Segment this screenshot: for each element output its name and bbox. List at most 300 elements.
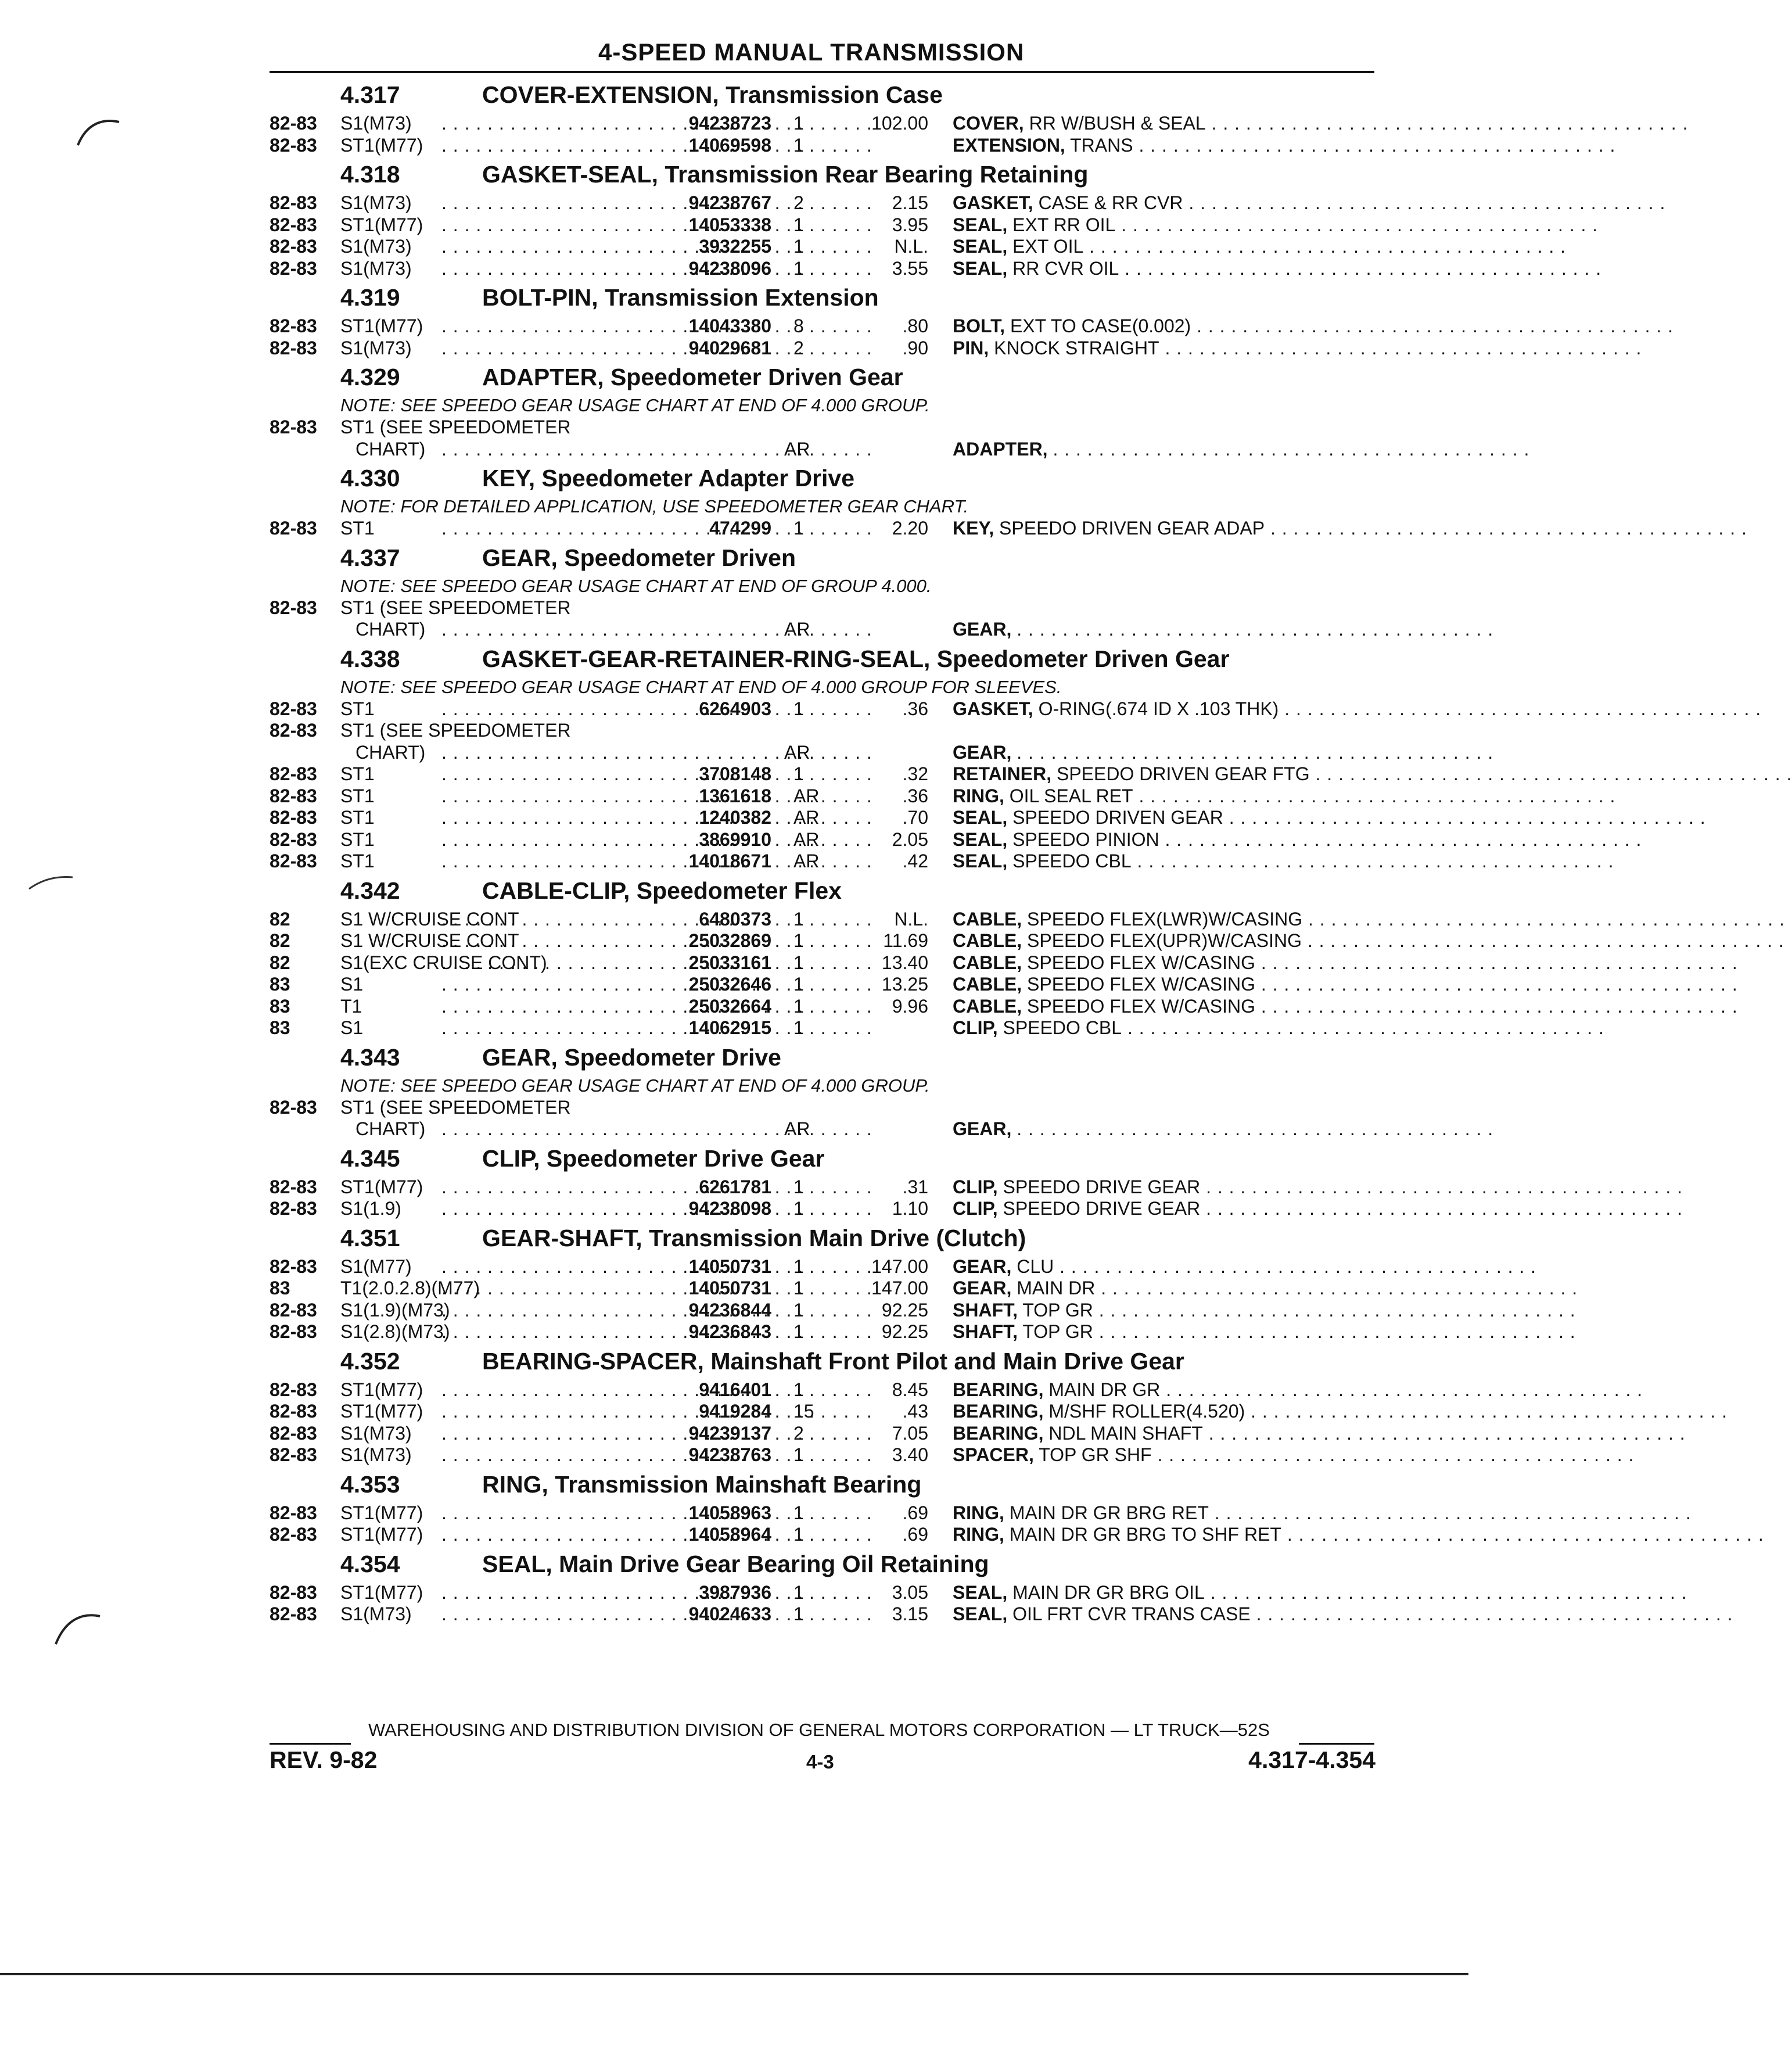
section-note: NOTE: FOR DETAILED APPLICATION, USE SPEEDOMETER GEAR CHART. <box>340 496 969 516</box>
model-year: 82-83 <box>270 807 317 828</box>
quantity: 1 <box>793 1524 804 1545</box>
quantity: 1 <box>793 1255 804 1277</box>
model-year: 82-83 <box>270 134 317 156</box>
description-noun: CLIP, <box>953 1198 998 1219</box>
leader-dots <box>441 439 651 460</box>
table-row <box>0 1299 1576 1321</box>
leader-dots <box>441 135 651 156</box>
leader-dots <box>441 742 651 763</box>
description-text: KNOCK STRAIGHT <box>994 337 1159 358</box>
model-year: 82-83 <box>270 337 317 358</box>
description-dots: . . . . . . . . . . . . . . . . . . . . . . . . . . . . . . . . . . . . . . . . . . <box>1053 438 1530 460</box>
description-noun: GEAR, <box>953 741 1012 763</box>
description-noun: CABLE, <box>953 995 1022 1017</box>
quantity: 1 <box>793 952 804 973</box>
description-dots: . . . . . . . . . . . . . . . . . . . . . . . . . . . . . . . . . . . . . . . . . . <box>1017 1118 1494 1139</box>
table-row <box>0 1255 1537 1277</box>
quantity: 1 <box>793 930 804 951</box>
part-number: 94238098 <box>688 1198 771 1219</box>
leader-dots <box>441 1444 651 1466</box>
table-row <box>0 828 1642 850</box>
revision-label: REV. 9-82 <box>270 1746 378 1773</box>
table-row <box>0 785 1616 806</box>
model-code: ST1 <box>340 518 375 539</box>
quantity: 2 <box>793 1422 804 1444</box>
section-title: RING, Transmission Mainshaft Bearing <box>482 1470 922 1498</box>
leader-dots <box>441 113 651 134</box>
description-dots: . . . . . . . . . . . . . . . . . . . . . . . . . . . . . . . . . . . . . . . . . . <box>1302 908 1785 930</box>
description <box>953 741 1494 763</box>
part-number: 94239137 <box>688 1422 771 1444</box>
description-noun: SEAL, <box>953 807 1008 828</box>
price: 102.00 <box>871 113 928 134</box>
description <box>953 1118 1494 1140</box>
quantity: 1 <box>793 1581 804 1603</box>
quantity: 1 <box>793 134 804 156</box>
table-row <box>0 807 1706 828</box>
quantity: AR <box>784 741 810 763</box>
leader-dots <box>441 236 651 257</box>
price: .43 <box>902 1401 928 1422</box>
table-row <box>0 518 1747 539</box>
description-text: CLU <box>1017 1255 1054 1277</box>
price: .69 <box>902 1502 928 1523</box>
description-text: EXT RR OIL <box>1012 214 1116 235</box>
description-text: SPEEDO DRIVEN GEAR FTG <box>1056 763 1310 784</box>
description <box>953 113 1689 134</box>
model-code: ST1(M77) <box>340 214 423 235</box>
model-year: 82 <box>270 908 290 930</box>
model-code: S1(M73) <box>340 236 412 257</box>
table-row <box>0 1401 1728 1422</box>
model-year: 82-83 <box>270 828 317 850</box>
section-number: 4.338 <box>340 645 400 672</box>
description-noun: GEAR, <box>953 619 1012 640</box>
price: 3.05 <box>892 1581 928 1603</box>
description-noun: SEAL, <box>953 1603 1008 1624</box>
leader-dots <box>441 518 651 539</box>
part-number: 94236843 <box>688 1321 771 1342</box>
description <box>953 315 1674 337</box>
table-row <box>0 1444 1635 1465</box>
price: 11.69 <box>883 930 928 951</box>
price: 13.25 <box>881 974 928 995</box>
leader-dots <box>441 1423 651 1444</box>
description <box>953 192 1666 214</box>
table-row <box>0 1278 1578 1298</box>
description <box>953 952 1738 974</box>
part-number: 14062915 <box>688 1017 771 1038</box>
table-row <box>0 1502 1692 1523</box>
description-dots: . . . . . . . . . . . . . . . . . . . . . . . . . . . . . . . . . . . . . . . . . . <box>1017 741 1494 763</box>
description <box>953 851 1614 872</box>
leader-dots <box>441 909 651 930</box>
section-number: 4.342 <box>340 877 400 904</box>
model-code: S1 <box>340 974 364 995</box>
description-text: MAIN DR <box>1017 1278 1096 1298</box>
price: 3.15 <box>892 1603 928 1624</box>
description-dots: . . . . . . . . . . . . . . . . . . . . . . . . . . . . . . . . . . . . . . . . . . <box>1200 1176 1683 1197</box>
description-dots: . . . . . . . . . . . . . . . . . . . . . . . . . . . . . . . . . . . . . . . . . . <box>1151 1444 1635 1465</box>
description <box>953 995 1738 1017</box>
leader-dots <box>441 315 651 337</box>
table-row <box>0 1581 1687 1603</box>
leader-dots <box>441 996 651 1017</box>
model-code: ST1(M77) <box>340 1379 423 1400</box>
description-dots: . . . . . . . . . . . . . . . . . . . . . . . . . . . . . . . . . . . . . . . . . . <box>1115 214 1599 235</box>
model-code: ST1(M77) <box>340 1176 423 1197</box>
footer-publisher: WAREHOUSING AND DISTRIBUTION DIVISION OF GENERAL MOTORS CORPORATION — LT TRUCK—52S <box>368 1720 1270 1740</box>
model-code: S1(M73) <box>340 1422 412 1444</box>
section-number: 4.343 <box>340 1043 400 1071</box>
description-text: EXT OIL <box>1012 236 1084 257</box>
price: .36 <box>902 785 928 806</box>
model-code: S1(M77) <box>340 1255 412 1277</box>
description-noun: GEAR, <box>953 1255 1012 1277</box>
part-number: 6480373 <box>699 908 771 930</box>
model-code: T1(2.0.2.8)(M77) <box>340 1278 480 1298</box>
price: .36 <box>902 698 928 719</box>
description-dots: . . . . . . . . . . . . . . . . . . . . . . . . . . . . . . . . . . . . . . . . . . <box>1223 807 1706 828</box>
description-text: TRANS <box>1070 134 1133 156</box>
part-number: 25032664 <box>688 995 771 1017</box>
price: .80 <box>902 315 928 336</box>
model-code: S1(M73) <box>340 337 412 358</box>
description-dots: . . . . . . . . . . . . . . . . . . . . . . . . . . . . . . . . . . . . . . . . . . <box>1083 236 1567 257</box>
leader-dots <box>441 338 651 359</box>
description-dots: . . . . . . . . . . . . . . . . . . . . . . . . . . . . . . . . . . . . . . . . . . <box>1017 619 1494 640</box>
part-number: 94024633 <box>688 1603 771 1624</box>
description <box>953 1603 1733 1625</box>
description-text: OIL FRT CVR TRANS CASE <box>1012 1603 1251 1624</box>
description-dots: . . . . . . . . . . . . . . . . . . . . . . . . . . . . . . . . . . . . . . . . . . <box>1093 1299 1576 1321</box>
description <box>953 828 1642 851</box>
section-number: 4.329 <box>340 364 400 390</box>
leader-dots <box>441 1524 651 1545</box>
model-code: ST1(M77) <box>340 1581 423 1603</box>
footer-rule-left <box>270 1743 351 1745</box>
description <box>953 763 1792 785</box>
leader-dots <box>441 930 651 952</box>
description-dots: . . . . . . . . . . . . . . . . . . . . . . . . . . . . . . . . . . . . . . . . . . <box>1093 1321 1576 1342</box>
description-text: SPEEDO DRIVE GEAR <box>1003 1198 1201 1219</box>
description-dots: . . . . . . . . . . . . . . . . . . . . . . . . . . . . . . . . . . . . . . . . . . <box>1281 1524 1764 1545</box>
model-code: ST1 (SEE SPEEDOMETER <box>340 720 571 741</box>
model-year: 82-83 <box>270 113 317 134</box>
model-year: 82-83 <box>270 1581 317 1603</box>
model-code: S1(EXC CRUISE CONT) <box>340 952 547 973</box>
table-row <box>0 1422 1686 1444</box>
description-text: MAIN DR GR BRG OIL <box>1012 1581 1205 1603</box>
model-code: ST1(M77) <box>340 1401 423 1422</box>
leader-dots <box>441 974 651 995</box>
price: 2.05 <box>892 828 928 850</box>
part-number: 14043380 <box>688 315 771 336</box>
part-number: 474299 <box>709 518 771 539</box>
description-noun: BEARING, <box>953 1401 1044 1422</box>
quantity: 1 <box>793 698 804 719</box>
quantity: 1 <box>793 113 804 134</box>
description <box>953 807 1706 828</box>
quantity: AR <box>784 1118 810 1139</box>
description <box>953 1278 1578 1299</box>
model-year: 82 <box>270 930 290 951</box>
description-text: MAIN DR GR <box>1048 1379 1161 1400</box>
section-title: SEAL, Main Drive Gear Bearing Oil Retaining <box>482 1550 989 1577</box>
description-text: O-RING(.674 ID X .103 THK) <box>1038 698 1279 719</box>
leader-dots <box>441 1118 651 1140</box>
leader-dots <box>441 807 651 828</box>
description-dots: . . . . . . . . . . . . . . . . . . . . . . . . . . . . . . . . . . . . . . . . . . <box>1095 1278 1578 1298</box>
model-code: ST1 <box>340 851 375 871</box>
description-text: SPEEDO FLEX W/CASING <box>1027 952 1255 973</box>
leader-dots <box>441 851 651 872</box>
description-text: M/SHF ROLLER(4.520) <box>1048 1401 1245 1422</box>
price: .31 <box>902 1176 928 1197</box>
description <box>953 1502 1692 1524</box>
table-row <box>0 952 1738 973</box>
section-note: NOTE: SEE SPEEDO GEAR USAGE CHART AT END OF GROUP 4.000. <box>340 575 932 596</box>
description-text: SPEEDO DRIVEN GEAR ADAP <box>999 518 1265 539</box>
table-row <box>0 192 1666 213</box>
description-dots: . . . . . . . . . . . . . . . . . . . . . . . . . . . . . . . . . . . . . . . . . . <box>1208 1502 1692 1523</box>
price: 147.00 <box>871 1278 928 1298</box>
model-year: 82-83 <box>270 1401 317 1422</box>
model-code: ST1 <box>340 763 375 784</box>
description-text: SPEEDO FLEX(UPR)W/CASING <box>1027 930 1302 951</box>
leader-dots <box>441 258 651 279</box>
section-note: NOTE: SEE SPEEDO GEAR USAGE CHART AT END OF 4.000 GROUP FOR SLEEVES. <box>340 676 1062 697</box>
leader-dots <box>441 1198 651 1219</box>
quantity: 1 <box>793 236 804 257</box>
description-dots: . . . . . . . . . . . . . . . . . . . . . . . . . . . . . . . . . . . . . . . . . . <box>1279 698 1762 719</box>
description-text: SPEEDO CBL <box>1003 1017 1122 1038</box>
section-title: COVER-EXTENSION, Transmission Case <box>482 81 943 108</box>
leader-dots <box>441 1401 651 1422</box>
description-dots: . . . . . . . . . . . . . . . . . . . . . . . . . . . . . . . . . . . . . . . . . . <box>1265 518 1747 539</box>
description-noun: SEAL, <box>953 257 1008 279</box>
leader-dots <box>441 1017 651 1039</box>
description <box>953 1017 1604 1039</box>
quantity: 1 <box>793 1299 804 1321</box>
table-row <box>0 134 1616 156</box>
description-noun: SEAL, <box>953 1581 1008 1603</box>
model-code: S1(M73) <box>340 113 412 134</box>
description-text: SPEEDO FLEX W/CASING <box>1027 995 1255 1017</box>
quantity: 1 <box>793 518 804 539</box>
section-title: BOLT-PIN, Transmission Extension <box>482 284 879 311</box>
part-number: 3869910 <box>699 828 771 850</box>
description-dots: . . . . . . . . . . . . . . . . . . . . . . . . . . . . . . . . . . . . . . . . . . <box>1122 1017 1604 1038</box>
table-row <box>0 337 1642 358</box>
part-number: 14050731 <box>688 1278 771 1298</box>
model-code: ST1 <box>340 807 375 828</box>
description-noun: ADAPTER, <box>953 438 1048 460</box>
description-noun: SEAL, <box>953 851 1008 871</box>
model-year: 83 <box>270 1278 290 1298</box>
model-year: 82-83 <box>270 597 317 618</box>
description-text: RR W/BUSH & SEAL <box>1029 113 1206 134</box>
model-year: 82-83 <box>270 698 317 719</box>
description-text: SPEEDO DRIVE GEAR <box>1003 1176 1201 1197</box>
description <box>953 1255 1537 1278</box>
model-code-continued: CHART) <box>355 619 426 640</box>
description <box>953 930 1784 952</box>
description <box>953 438 1530 460</box>
description-text: SPEEDO CBL <box>1012 851 1132 871</box>
quantity: 1 <box>793 214 804 235</box>
leader-dots <box>441 698 651 720</box>
section-number: 4.317 <box>340 81 400 108</box>
part-number: 14058963 <box>688 1502 771 1523</box>
model-year: 82-83 <box>270 518 317 539</box>
part-number: 25032869 <box>688 930 771 951</box>
description-dots: . . . . . . . . . . . . . . . . . . . . . . . . . . . . . . . . . . . . . . . . . . <box>1202 1422 1686 1444</box>
section-number: 4.318 <box>340 161 400 188</box>
table-row-continuation <box>0 741 1494 763</box>
margin-mark-1 <box>70 110 122 174</box>
description-noun: RING, <box>953 1502 1004 1523</box>
description <box>953 1444 1635 1466</box>
quantity: 1 <box>793 974 804 995</box>
description-dots: . . . . . . . . . . . . . . . . . . . . . . . . . . . . . . . . . . . . . . . . . . <box>1205 113 1689 134</box>
table-row <box>0 597 1468 618</box>
leader-dots <box>441 192 651 214</box>
description <box>953 337 1642 359</box>
description <box>953 236 1567 257</box>
description-dots: . . . . . . . . . . . . . . . . . . . . . . . . . . . . . . . . . . . . . . . . . . <box>1301 930 1784 951</box>
quantity: 1 <box>793 257 804 279</box>
model-code: ST1(M77) <box>340 1502 423 1523</box>
section-title: GEAR, Speedometer Drive <box>482 1043 781 1071</box>
part-number: 3987936 <box>699 1581 771 1603</box>
quantity: AR <box>784 619 810 640</box>
description-text: TOP GR <box>1022 1299 1093 1321</box>
description-dots: . . . . . . . . . . . . . . . . . . . . . . . . . . . . . . . . . . . . . . . . . . <box>1245 1401 1728 1422</box>
model-year: 82-83 <box>270 1524 317 1545</box>
quantity: 8 <box>793 315 804 336</box>
model-code: T1 <box>340 995 362 1017</box>
table-row <box>0 1524 1764 1545</box>
table-row <box>0 1379 1643 1400</box>
description-noun: RETAINER, <box>953 763 1052 784</box>
section-note: NOTE: SEE SPEEDO GEAR USAGE CHART AT END OF 4.000 GROUP. <box>340 1075 930 1096</box>
section-title: KEY, Speedometer Adapter Drive <box>482 465 855 491</box>
section-number: 4.351 <box>340 1224 400 1251</box>
model-code: S1 W/CRUISE CONT <box>340 930 519 951</box>
section-number: 4.352 <box>340 1347 400 1375</box>
section-title: GEAR-SHAFT, Transmission Main Drive (Clutch) <box>482 1224 1026 1251</box>
margin-mark-3 <box>46 1603 105 1662</box>
description-text: TOP GR SHF <box>1039 1444 1152 1465</box>
description-noun: COVER, <box>953 113 1024 134</box>
model-code: ST1(M77) <box>340 134 423 156</box>
model-code: S1 <box>340 1017 364 1038</box>
quantity: 1 <box>793 1379 804 1400</box>
description-dots: . . . . . . . . . . . . . . . . . . . . . . . . . . . . . . . . . . . . . . . . . . <box>1255 995 1738 1017</box>
description-dots: . . . . . . . . . . . . . . . . . . . . . . . . . . . . . . . . . . . . . . . . . . <box>1255 974 1738 995</box>
part-number: 25032646 <box>688 974 771 995</box>
leader-dots <box>441 1603 651 1625</box>
footer-rule-right <box>1299 1743 1374 1745</box>
table-row <box>0 1321 1576 1342</box>
model-year: 82-83 <box>270 1299 317 1321</box>
quantity: 15 <box>793 1401 814 1422</box>
description-dots: . . . . . . . . . . . . . . . . . . . . . . . . . . . . . . . . . . . . . . . . . . <box>1159 337 1642 358</box>
description <box>953 1401 1728 1422</box>
description <box>953 619 1494 640</box>
table-row <box>0 974 1738 995</box>
page-number: 4-3 <box>806 1751 834 1773</box>
description <box>953 974 1738 995</box>
price: .70 <box>902 807 928 828</box>
description-dots: . . . . . . . . . . . . . . . . . . . . . . . . . . . . . . . . . . . . . . . . . . <box>1183 192 1666 213</box>
table-row <box>0 113 1689 134</box>
price: 92.25 <box>881 1321 928 1342</box>
section-title: GASKET-GEAR-RETAINER-RING-SEAL, Speedometer Driven Gear <box>482 645 1230 672</box>
description <box>953 1176 1683 1198</box>
quantity: 1 <box>793 1198 804 1219</box>
price: 7.05 <box>892 1422 928 1444</box>
table-row <box>0 930 1784 951</box>
model-year: 83 <box>270 974 290 995</box>
section-number: 4.345 <box>340 1145 400 1172</box>
description-noun: CABLE, <box>953 908 1022 930</box>
leader-dots <box>441 952 651 974</box>
description-noun: SEAL, <box>953 236 1008 257</box>
quantity: 1 <box>793 1321 804 1342</box>
model-code-continued: CHART) <box>355 1118 426 1139</box>
leader-dots <box>441 1300 651 1321</box>
description <box>953 518 1747 539</box>
part-number: 94029681 <box>688 337 771 358</box>
section-number: 4.337 <box>340 544 400 571</box>
model-code: ST1 <box>340 828 375 850</box>
part-number: 6264903 <box>699 698 771 719</box>
part-number: 25033161 <box>688 952 771 973</box>
model-year: 82-83 <box>270 1176 317 1197</box>
section-title: ADAPTER, Speedometer Driven Gear <box>482 364 903 390</box>
model-year: 82-83 <box>270 851 317 871</box>
quantity: 1 <box>793 1603 804 1624</box>
model-code: ST1(M77) <box>340 315 423 336</box>
price: .32 <box>902 763 928 784</box>
model-code: ST1 (SEE SPEEDOMETER <box>340 1096 571 1118</box>
model-code: S1 W/CRUISE CONT <box>340 908 519 930</box>
model-year: 82-83 <box>270 1422 317 1444</box>
model-year: 82-83 <box>270 192 317 213</box>
quantity: 1 <box>793 908 804 930</box>
section-title: GEAR, Speedometer Driven <box>482 544 796 571</box>
model-year: 82-83 <box>270 417 317 437</box>
table-row <box>0 995 1738 1017</box>
description-dots: . . . . . . . . . . . . . . . . . . . . . . . . . . . . . . . . . . . . . . . . . . <box>1133 134 1616 156</box>
model-year: 82 <box>270 952 290 973</box>
description <box>953 698 1762 720</box>
description-dots: . . . . . . . . . . . . . . . . . . . . . . . . . . . . . . . . . . . . . . . . . . <box>1159 828 1642 850</box>
description-dots: . . . . . . . . . . . . . . . . . . . . . . . . . . . . . . . . . . . . . . . . . . <box>1200 1198 1683 1219</box>
description-text: CASE & RR CVR <box>1038 192 1183 213</box>
leader-dots <box>441 1256 651 1278</box>
section-number: 4.319 <box>340 284 400 311</box>
description-noun: BEARING, <box>953 1379 1044 1400</box>
part-number: 9419284 <box>699 1401 771 1422</box>
description-noun: BOLT, <box>953 315 1005 336</box>
description <box>953 1581 1687 1603</box>
model-year: 82-83 <box>270 1096 317 1118</box>
quantity: 2 <box>793 192 804 213</box>
price: 1.10 <box>892 1198 928 1219</box>
